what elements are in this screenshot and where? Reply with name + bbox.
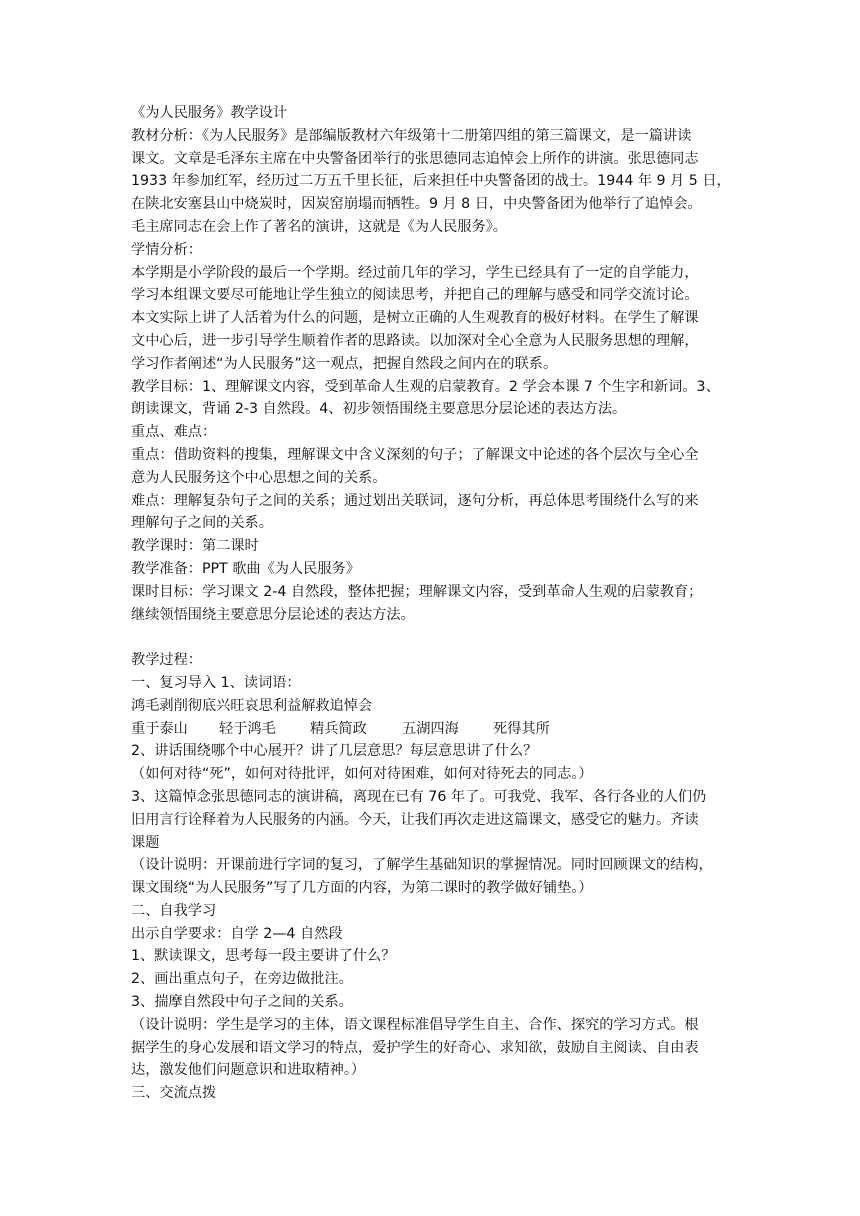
- vocabulary-word: 重于泰山: [131, 720, 188, 737]
- student-analysis-line: 文中心后，进一步引导学生顺着作者的思路读。以加深对全心全意为人民服务思想的理解，: [131, 332, 699, 349]
- student-analysis-line: 本学期是小学阶段的最后一个学期。经过前几年的学习，学生已经具有了一定的自学能力，: [131, 264, 699, 281]
- step-three-heading: 三、交流点拨: [131, 1085, 217, 1102]
- step-one-question: 2、讲话围绕哪个中心展开？讲了几层意思？每层意思讲了什么？: [131, 743, 538, 760]
- student-analysis-line: 本文实际上讲了人活着为什么的问题，是树立正确的人生观教育的极好材料。在学生了解课: [131, 310, 699, 327]
- document-body: [131, 102, 731, 1105]
- teaching-goals-line: 朗读课文，背诵 2-3 自然段。4、初步领悟围绕主要意思分层论述的表达方法。: [131, 401, 627, 418]
- teaching-goals-line: 教学目标：1、理解课文内容，受到革命人生观的启蒙教育。2 学会本课 7 个生字和新词。3、: [131, 378, 720, 395]
- step-one-question-note: （如何对待“死”，如何对待批评，如何对待困难，如何对待死去的同志。）: [131, 766, 593, 783]
- period-goal-line: 继续领悟围绕主要意思分层论述的表达方法。: [131, 606, 415, 623]
- vocabulary-word: 死得其所: [493, 720, 550, 737]
- process-heading: 教学过程：: [131, 652, 202, 669]
- self-study-item: 2、画出重点句子，在旁边做批注。: [131, 971, 353, 988]
- teaching-period: 教学课时：第二课时: [131, 538, 259, 555]
- key-points-heading: 重点、难点：: [131, 424, 217, 441]
- design-note-line: 课文围绕“为人民服务”写了几方面的内容，为第二课时的教学做好铺垫。）: [131, 880, 593, 897]
- analysis-line: 在陕北安塞县山中烧炭时，因炭窑崩塌而牺牲。9 月 8 日，中央警备团为他举行了追悼会。: [131, 196, 702, 213]
- step-one-paragraph: 课题: [131, 834, 160, 851]
- key-points-line: 意为人民服务这个中心思想之间的关系。: [131, 469, 387, 486]
- step-two-heading: 二、自我学习: [131, 902, 217, 919]
- student-analysis-heading: 学情分析：: [131, 241, 202, 258]
- vocabulary-line: 鸿毛剥削彻底兴旺哀思利益解救追悼会: [131, 697, 373, 714]
- key-points-line: 重点：借助资料的搜集，理解课文中含义深刻的句子；了解课文中论述的各个层次与全心全: [131, 446, 699, 463]
- analysis-line: 毛主席同志在会上作了著名的演讲，这就是《为人民服务》。: [131, 218, 507, 235]
- design-note-line: （设计说明：学生是学习的主体，语文课程标准倡导学生自主、合作、探究的学习方式。根: [131, 1016, 699, 1033]
- student-analysis-line: 学习本组课文要尽可能地让学生独立的阅读思考，并把自己的理解与感受和同学交流讨论。: [131, 287, 699, 304]
- document-title: 《为人民服务》教学设计: [131, 105, 288, 121]
- design-note-line: 达，激发他们问题意识和进取精神。）: [131, 1062, 366, 1079]
- design-note-line: （设计说明：开课前进行字词的复习，了解学生基础知识的掌握情况。同时回顾课文的结构，: [131, 857, 713, 874]
- key-points-line: 难点：理解复杂句子之间的关系；通过划出关联词，逐句分析，再总体思考围绕什么写的来: [131, 492, 699, 509]
- vocabulary-word: 五湖四海: [402, 720, 459, 737]
- student-analysis-line: 学习作者阐述“为人民服务”这一观点，把握自然段之间内在的联系。: [131, 355, 558, 372]
- self-study-item: 3、揣摩自然段中句子之间的关系。: [131, 994, 353, 1011]
- vocabulary-word: 轻于鸿毛: [219, 720, 276, 737]
- step-one-paragraph: 旧用言行诠释着为人民服务的内涵。今天，让我们再次走进这篇课文，感受它的魅力。齐读: [131, 811, 699, 828]
- analysis-line: 课文。文章是毛泽东主席在中央警备团举行的张思德同志追悼会上所作的讲演。张思德同志: [131, 150, 699, 167]
- analysis-line: 教材分析：《为人民服务》是部编版教材六年级第十二册第四组的第三篇课文，是一篇讲读: [131, 127, 692, 144]
- self-study-requirement: 出示自学要求：自学 2—4 自然段: [131, 925, 343, 942]
- vocabulary-word: 精兵简政: [310, 720, 367, 737]
- key-points-line: 理解句子之间的关系。: [131, 515, 273, 532]
- self-study-item: 1、默读课文，思考每一段主要讲了什么？: [131, 948, 396, 965]
- vocabulary-idioms: [131, 718, 731, 741]
- teaching-preparation: 教学准备：PPT 歌曲《为人民服务》: [131, 560, 360, 577]
- design-note-line: 据学生的身心发展和语文学习的特点，爱护学生的好奇心、求知欲，鼓励自主阅读、自由表: [131, 1039, 699, 1056]
- step-one-paragraph: 3、这篇悼念张思德同志的演讲稿，离现在已有 76 年了。可我党、我军、各行各业的人们仍: [131, 788, 707, 805]
- period-goal-line: 课时目标：学习课文 2-4 自然段，整体把握；理解课文内容，受到革命人生观的启蒙教育；: [131, 583, 703, 600]
- analysis-line: 1933 年参加红军，经历过二万五千里长征，后来担任中央警备团的战士。1944 年 9 月 5 日，: [131, 173, 731, 190]
- blank-line: [131, 626, 731, 649]
- step-one-heading: 一、复习导入 1、读词语：: [131, 674, 301, 691]
